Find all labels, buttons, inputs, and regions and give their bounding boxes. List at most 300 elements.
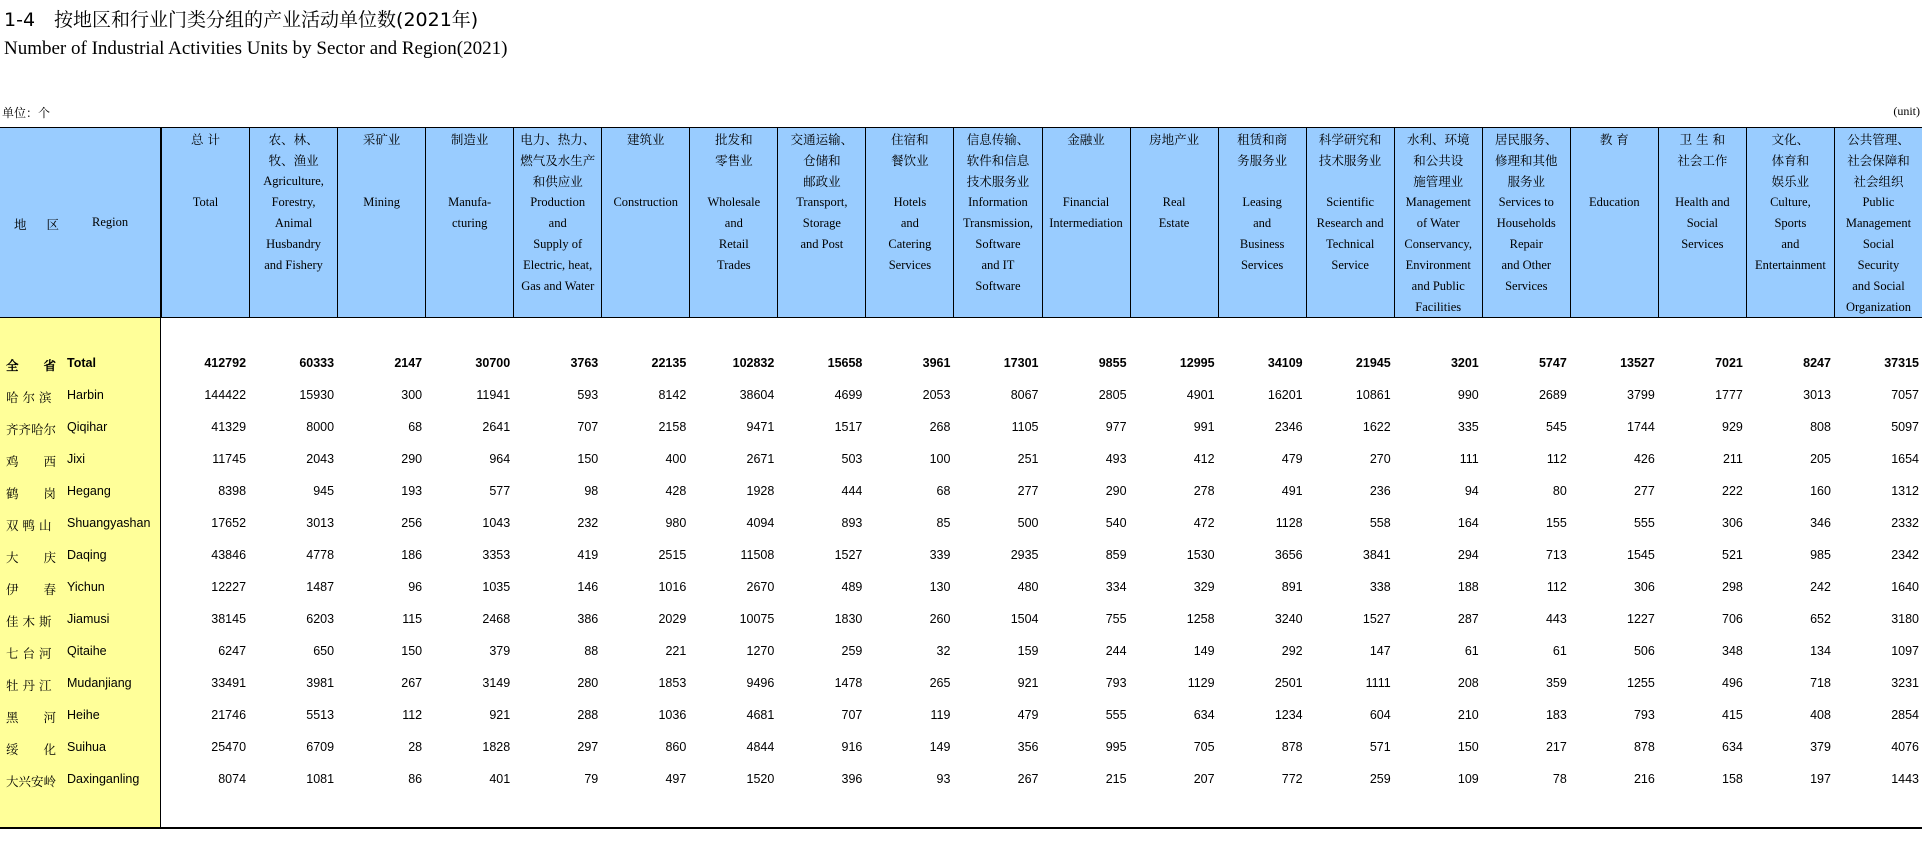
table-cell: 37315: [1884, 356, 1919, 370]
table-cell: 259: [841, 644, 863, 658]
column-header-zh: 修理和其他: [1495, 153, 1558, 168]
region-name-zh: 鹤 岗: [6, 486, 57, 501]
page-title-zh: 1-4 按地区和行业门类分组的产业活动单位数(2021年): [4, 9, 479, 31]
table-cell: 88: [584, 644, 599, 658]
column-header-en: Estate: [1158, 216, 1190, 230]
table-cell: 3353: [482, 548, 511, 562]
region-header-en: Region: [92, 215, 129, 229]
header-spacer: [1131, 171, 1218, 192]
table-cell: 6247: [218, 644, 247, 658]
table-row: [0, 732, 1922, 764]
table-cell: 1777: [1715, 388, 1743, 402]
region-name-zh: 全 省: [6, 358, 57, 373]
table-cell: 11941: [476, 388, 511, 402]
column-header-en: Storage: [802, 216, 841, 230]
table-cell: 1043: [482, 516, 511, 530]
table-cell: 290: [401, 452, 423, 466]
table-cell: 503: [841, 452, 863, 466]
column-header-en: Services: [1681, 237, 1724, 251]
column-header-zh: 建筑业: [627, 132, 665, 147]
table-cell: 1105: [1011, 420, 1039, 434]
table-cell: 335: [1457, 420, 1479, 434]
column-header-en: Facilities: [1415, 300, 1462, 314]
column-header-en: and: [1781, 237, 1800, 251]
table-cell: 506: [1633, 644, 1655, 658]
table-cell: 160: [1810, 484, 1831, 498]
table-cell: 164: [1457, 516, 1479, 530]
column-header: [601, 127, 689, 318]
table-cell: 348: [1722, 644, 1743, 658]
table-cell: 793: [1105, 676, 1127, 690]
table-cell: 443: [1545, 612, 1567, 626]
table-cell: 634: [1193, 708, 1215, 722]
table-cell: 1255: [1627, 676, 1655, 690]
column-header-zh: 教 育: [1599, 132, 1629, 147]
table-cell: 980: [665, 516, 687, 530]
table-cell: 232: [577, 516, 599, 530]
column-header-en: Trades: [717, 258, 751, 272]
table-cell: 60333: [299, 356, 335, 370]
column-header-en: Social: [1686, 216, 1718, 230]
table-cell: 300: [401, 388, 423, 402]
column-header-en: and IT: [981, 258, 1015, 272]
table-cell: 188: [1457, 580, 1479, 594]
table-cell: 94: [1464, 484, 1479, 498]
table-cell: 707: [577, 420, 599, 434]
table-cell: 1443: [1891, 772, 1919, 786]
region-name-en: Hegang: [67, 484, 111, 498]
column-header-en: Gas and Water: [521, 279, 595, 293]
column-header-en: Hotels: [893, 195, 927, 209]
column-header-en: Technical: [1325, 237, 1375, 251]
table-cell: 251: [1017, 452, 1039, 466]
table-cell: 1270: [746, 644, 775, 658]
table-cell: 259: [1369, 772, 1391, 786]
table-cell: 8247: [1803, 356, 1831, 370]
table-cell: 356: [1017, 740, 1039, 754]
table-cell: 1830: [834, 612, 863, 626]
column-header-zh: 务服务业: [1237, 153, 1288, 168]
region-name-zh: 黑 河: [6, 710, 57, 725]
table-cell: 1527: [1362, 612, 1391, 626]
region-name-en: Daqing: [67, 548, 107, 562]
table-cell: 15658: [827, 356, 863, 370]
table-cell: 7021: [1715, 356, 1743, 370]
table-cell: 85: [936, 516, 951, 530]
table-cell: 3149: [482, 676, 511, 690]
table-cell: 159: [1017, 644, 1039, 658]
table-cell: 379: [1810, 740, 1831, 754]
table-cell: 1128: [1275, 516, 1303, 530]
region-name-zh: 双 鸭 山: [6, 518, 52, 533]
table-row: [0, 604, 1922, 636]
column-header-en: Services: [1240, 258, 1284, 272]
table-cell: 12995: [1179, 356, 1215, 370]
table-cell: 1487: [306, 580, 335, 594]
table-cell: 401: [489, 772, 511, 786]
table-cell: 2332: [1891, 516, 1919, 530]
column-header-zh: 制造业: [450, 132, 489, 147]
table-cell: 1622: [1362, 420, 1391, 434]
table-cell: 977: [1105, 420, 1127, 434]
table-cell: 706: [1722, 612, 1743, 626]
column-header: [1218, 127, 1306, 318]
table-cell: 61: [1552, 644, 1567, 658]
header-spacer: [1571, 150, 1658, 171]
table-cell: 267: [1017, 772, 1039, 786]
table-cell: 1234: [1274, 708, 1303, 722]
column-header-en: Services: [888, 258, 932, 272]
table-cell: 329: [1193, 580, 1215, 594]
column-header-en: and Social: [1852, 279, 1905, 293]
column-header-en: Manufa-: [448, 195, 492, 209]
column-header-zh: 批发和: [715, 132, 753, 147]
table-cell: 878: [1633, 740, 1655, 754]
table-cell: 298: [1722, 580, 1743, 594]
column-header-zh: 体育和: [1771, 153, 1810, 168]
table-cell: 1227: [1627, 612, 1655, 626]
table-cell: 102832: [732, 356, 775, 370]
table-cell: 4844: [746, 740, 775, 754]
table-cell: 119: [930, 708, 951, 722]
table-cell: 2501: [1274, 676, 1303, 690]
table-cell: 545: [1545, 420, 1567, 434]
table-cell: 115: [402, 612, 423, 626]
table-cell: 277: [1017, 484, 1039, 498]
table-cell: 242: [1810, 580, 1831, 594]
table-cell: 15930: [299, 388, 335, 402]
table-cell: 2689: [1538, 388, 1567, 402]
column-header-zh: 仓储和: [803, 153, 841, 168]
table-cell: 1517: [834, 420, 863, 434]
table-cell: 278: [1193, 484, 1215, 498]
table-cell: 650: [313, 644, 335, 658]
column-header: [337, 127, 425, 318]
table-cell: 277: [1633, 484, 1655, 498]
header-spacer: [1219, 171, 1306, 192]
table-cell: 4094: [746, 516, 775, 530]
region-name-en: Daxinganling: [67, 772, 140, 786]
table-cell: 43846: [211, 548, 247, 562]
column-header: [1834, 127, 1922, 318]
table-cell: 3013: [306, 516, 335, 530]
table-cell: 256: [401, 516, 423, 530]
column-header-en: and: [724, 216, 743, 230]
table-cell: 111: [1459, 452, 1479, 466]
table-cell: 1097: [1891, 644, 1919, 658]
table-cell: 428: [665, 484, 687, 498]
table-cell: 540: [1105, 516, 1127, 530]
table-cell: 1478: [834, 676, 863, 690]
header-spacer: [690, 171, 777, 192]
table-cell: 297: [577, 740, 599, 754]
table-cell: 707: [841, 708, 863, 722]
table-cell: 2670: [746, 580, 775, 594]
table-cell: 306: [1633, 580, 1655, 594]
table-cell: 859: [1105, 548, 1127, 562]
column-header-zh: 农、林、: [268, 132, 319, 147]
table-cell: 150: [577, 452, 599, 466]
column-header-zh: 餐饮业: [891, 153, 929, 168]
table-cell: 211: [1722, 452, 1743, 466]
table-cell: 21945: [1355, 356, 1391, 370]
column-header-en: Husbandry: [266, 237, 321, 251]
region-name-zh: 大 庆: [6, 550, 57, 565]
header-spacer: [162, 171, 249, 192]
column-header: [1394, 127, 1482, 318]
table-cell: 287: [1457, 612, 1479, 626]
column-header-en: Transport,: [796, 195, 848, 209]
table-cell: 186: [401, 548, 423, 562]
header-spacer: [602, 171, 689, 192]
column-header-zh: 住宿和: [891, 132, 929, 147]
table-cell: 346: [1810, 516, 1831, 530]
table-cell: 479: [1281, 452, 1303, 466]
table-cell: 134: [1810, 644, 1831, 658]
column-header-en: Catering: [888, 237, 932, 251]
table-cell: 1111: [1365, 676, 1391, 690]
column-header-en: Wholesale: [707, 195, 761, 209]
table-cell: 652: [1810, 612, 1831, 626]
table-cell: 916: [841, 740, 863, 754]
table-cell: 497: [665, 772, 687, 786]
column-header-en: Education: [1588, 195, 1640, 209]
column-header-zh: 水利、环境: [1406, 132, 1470, 147]
table-cell: 334: [1105, 580, 1127, 594]
table-cell: 426: [1633, 452, 1655, 466]
table-cell: 929: [1722, 420, 1743, 434]
table-cell: 210: [1457, 708, 1479, 722]
table-cell: 2671: [746, 452, 775, 466]
table-row-total: [0, 348, 1922, 380]
column-header-en: Public: [1862, 195, 1895, 209]
column-header: [1042, 127, 1130, 318]
table-cell: 5513: [306, 708, 335, 722]
header-spacer: [338, 150, 425, 171]
table-cell: 472: [1193, 516, 1215, 530]
table-cell: 419: [577, 548, 599, 562]
table-cell: 479: [1017, 708, 1039, 722]
region-header-cell: [0, 127, 161, 318]
region-name-zh: 鸡 西: [6, 454, 57, 469]
table-cell: 860: [665, 740, 687, 754]
table-cell: 4681: [746, 708, 775, 722]
table-cell: 634: [1722, 740, 1743, 754]
table-cell: 288: [577, 708, 599, 722]
table-cell: 412: [1193, 452, 1215, 466]
table-row: [0, 508, 1922, 540]
header-spacer: [1659, 171, 1746, 192]
table-cell: 921: [1017, 676, 1039, 690]
column-header: [161, 127, 249, 318]
column-header-en: Scientific: [1326, 195, 1375, 209]
table-cell: 183: [1545, 708, 1567, 722]
region-name-en: Qiqihar: [67, 420, 108, 434]
column-header-zh: 软件和信息: [966, 153, 1030, 168]
column-header-en: Software: [975, 279, 1021, 293]
table-cell: 921: [489, 708, 511, 722]
table-cell: 8398: [218, 484, 247, 498]
column-header-en: Mining: [363, 195, 401, 209]
header-spacer: [338, 171, 425, 192]
column-header-en: Organization: [1845, 300, 1911, 314]
table-row: [0, 540, 1922, 572]
table-cell: 155: [1545, 516, 1567, 530]
header-spacer: [1043, 171, 1130, 192]
column-header: [1306, 127, 1394, 318]
table-row: [0, 700, 1922, 732]
column-header-en: Business: [1239, 237, 1285, 251]
table-cell: 985: [1810, 548, 1831, 562]
table-row: [0, 380, 1922, 412]
table-cell: 96: [408, 580, 423, 594]
table-cell: 270: [1369, 452, 1391, 466]
column-header-en: Management: [1845, 216, 1912, 230]
column-header-en: Research and: [1316, 216, 1384, 230]
table-cell: 3013: [1803, 388, 1831, 402]
table-cell: 11745: [212, 452, 247, 466]
region-name-zh: 齐齐哈尔: [6, 422, 57, 437]
table-cell: 8000: [306, 420, 335, 434]
column-header-zh: 金融业: [1067, 132, 1105, 147]
table-cell: 1527: [834, 548, 863, 562]
table-cell: 2854: [1891, 708, 1919, 722]
table-cell: 30700: [475, 356, 511, 370]
table-cell: 265: [929, 676, 951, 690]
table-cell: 400: [665, 452, 687, 466]
column-header-en: Information: [968, 195, 1028, 209]
column-header-zh: 社会工作: [1677, 153, 1728, 168]
table-cell: 489: [841, 580, 863, 594]
table-cell: 112: [402, 708, 423, 722]
table-cell: 991: [1193, 420, 1215, 434]
table-cell: 1928: [746, 484, 775, 498]
region-name-zh: 大兴安岭: [6, 774, 57, 789]
table-cell: 86: [408, 772, 423, 786]
column-header-en: and: [1253, 216, 1272, 230]
table-bottom-rule: [0, 827, 1922, 829]
table-cell: 808: [1810, 420, 1831, 434]
table-cell: 1520: [746, 772, 775, 786]
column-header-en: Security: [1857, 258, 1900, 272]
table-row: [0, 444, 1922, 476]
table-cell: 10075: [739, 612, 775, 626]
table-cell: 146: [577, 580, 599, 594]
column-header-en: Forestry,: [271, 195, 316, 209]
table-cell: 604: [1369, 708, 1391, 722]
column-header-en: Environment: [1405, 258, 1471, 272]
table-cell: 577: [489, 484, 511, 498]
region-name-en: Jixi: [67, 452, 86, 466]
region-name-en: Harbin: [67, 388, 104, 402]
column-header-en: and Post: [800, 237, 844, 251]
column-header: [1658, 127, 1746, 318]
table-row: [0, 636, 1922, 668]
region-name-en: Qitaihe: [67, 644, 107, 658]
table-cell: 408: [1810, 708, 1831, 722]
column-header-zh: 邮政业: [803, 174, 841, 189]
header-spacer: [602, 150, 689, 171]
column-header-en: cturing: [451, 216, 488, 230]
table-cell: 8067: [1010, 388, 1039, 402]
table-cell: 109: [1457, 772, 1479, 786]
table-row: [0, 412, 1922, 444]
region-name-zh: 七 台 河: [6, 646, 52, 661]
table-cell: 891: [1281, 580, 1303, 594]
column-header-en: Social: [1862, 237, 1895, 251]
table-cell: 12227: [211, 580, 247, 594]
table-row: [0, 572, 1922, 604]
column-header-en: Conservancy,: [1404, 237, 1472, 251]
column-header-en: Construction: [613, 195, 679, 209]
column-header-en: Households: [1496, 216, 1556, 230]
table-cell: 3201: [1450, 356, 1479, 370]
table-cell: 25470: [211, 740, 247, 754]
table-cell: 2053: [922, 388, 951, 402]
table-cell: 491: [1281, 484, 1303, 498]
column-header-en: Services to: [1498, 195, 1554, 209]
column-header-zh: 卫 生 和: [1679, 132, 1726, 147]
table-cell: 93: [936, 772, 951, 786]
table-cell: 144422: [204, 388, 247, 402]
table-cell: 386: [577, 612, 599, 626]
region-name-zh: 绥 化: [6, 742, 57, 757]
region-name-zh: 佳 木 斯: [6, 614, 52, 629]
table-cell: 4699: [834, 388, 863, 402]
table-cell: 705: [1193, 740, 1215, 754]
table-cell: 3231: [1891, 676, 1919, 690]
table-cell: 80: [1552, 484, 1567, 498]
table-cell: 68: [936, 484, 951, 498]
table-cell: 17652: [211, 516, 247, 530]
table-cell: 217: [1545, 740, 1567, 754]
table-cell: 130: [929, 580, 951, 594]
header-spacer: [866, 171, 953, 192]
column-header-zh: 房地产业: [1149, 132, 1200, 147]
table-cell: 2346: [1274, 420, 1303, 434]
table-cell: 1129: [1187, 676, 1215, 690]
table-cell: 5747: [1538, 356, 1567, 370]
column-header-zh: 社会组织: [1853, 174, 1904, 189]
table-cell: 521: [1722, 548, 1743, 562]
column-header-en: Intermediation: [1049, 216, 1123, 230]
table-cell: 4901: [1186, 388, 1215, 402]
table-cell: 718: [1810, 676, 1831, 690]
table-cell: 995: [1105, 740, 1127, 754]
table-cell: 1530: [1186, 548, 1215, 562]
column-header-zh: 租赁和商: [1237, 132, 1288, 147]
header-spacer: [1571, 171, 1658, 192]
table-cell: 79: [584, 772, 599, 786]
region-name-zh: 哈 尔 滨: [6, 390, 52, 405]
table-cell: 3961: [922, 356, 951, 370]
table-cell: 444: [841, 484, 863, 498]
region-name-en: Mudanjiang: [67, 676, 132, 690]
table-cell: 339: [929, 548, 951, 562]
column-header-en: and Fishery: [264, 258, 323, 272]
region-name-en: Yichun: [67, 580, 105, 594]
column-header: [425, 127, 513, 318]
column-header-en: Retail: [718, 237, 749, 251]
column-header-en: Sports: [1774, 216, 1807, 230]
table-cell: 21746: [211, 708, 247, 722]
table-cell: 1081: [306, 772, 335, 786]
column-header-zh: 公共管理、: [1847, 132, 1910, 147]
table-cell: 4076: [1891, 740, 1919, 754]
table-cell: 3240: [1274, 612, 1303, 626]
table-row: [0, 476, 1922, 508]
column-header-en: Production: [530, 195, 586, 209]
